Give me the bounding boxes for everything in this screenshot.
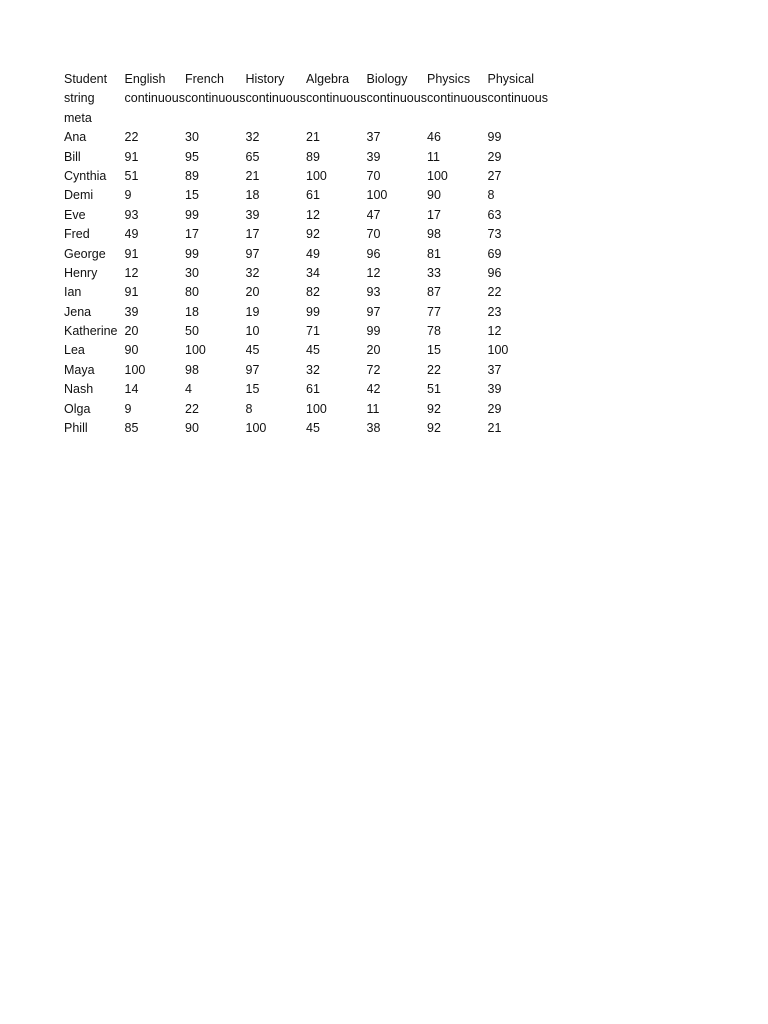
data-rows bbox=[64, 128, 578, 438]
score-cell: 30 bbox=[185, 130, 199, 145]
score-cell: 63 bbox=[487, 207, 502, 222]
score-cell: 70 bbox=[366, 227, 381, 242]
score-cell: 11 bbox=[366, 401, 380, 416]
table-row bbox=[64, 245, 578, 264]
score-cell: 45 bbox=[306, 421, 320, 436]
score-cell: 93 bbox=[124, 207, 139, 222]
header-row bbox=[64, 70, 578, 89]
score-cell: 91 bbox=[124, 149, 139, 164]
score-cell: 90 bbox=[185, 421, 199, 436]
score-cell: 47 bbox=[366, 207, 381, 222]
table-row bbox=[64, 264, 578, 283]
score-cell: 42 bbox=[366, 382, 381, 397]
score-cell: 46 bbox=[427, 130, 441, 145]
score-cell: 49 bbox=[124, 227, 139, 242]
score-cell: 98 bbox=[185, 362, 199, 377]
table-row bbox=[64, 128, 578, 147]
table-row bbox=[64, 283, 578, 302]
score-cell: 78 bbox=[427, 324, 441, 339]
score-cell: 90 bbox=[427, 188, 441, 203]
student-name-cell: Henry bbox=[64, 265, 98, 280]
score-cell: 38 bbox=[366, 421, 381, 436]
score-cell: 12 bbox=[366, 265, 381, 280]
score-cell: 92 bbox=[427, 421, 441, 436]
header-cell: Physical bbox=[487, 72, 535, 86]
score-cell: 61 bbox=[306, 188, 320, 203]
score-cell: 27 bbox=[487, 168, 502, 183]
type-cell: continuous bbox=[487, 91, 548, 106]
table-row bbox=[64, 206, 578, 225]
score-cell: 22 bbox=[185, 401, 199, 416]
student-name-cell: Olga bbox=[64, 401, 91, 416]
type-cell: continuous bbox=[306, 91, 367, 106]
score-cell: 17 bbox=[427, 207, 441, 222]
score-cell: 77 bbox=[427, 304, 441, 319]
score-cell: 9 bbox=[124, 401, 132, 416]
type-cell: continuous bbox=[124, 91, 185, 106]
table-row bbox=[64, 186, 578, 205]
score-cell: 81 bbox=[427, 246, 441, 261]
score-cell: 12 bbox=[306, 207, 320, 222]
score-cell: 33 bbox=[427, 265, 441, 280]
header-cell: History bbox=[245, 72, 285, 86]
score-cell: 21 bbox=[487, 421, 502, 436]
flag-cell bbox=[367, 109, 428, 128]
score-cell: 100 bbox=[366, 188, 388, 203]
score-cell: 95 bbox=[185, 149, 199, 164]
score-cell: 32 bbox=[245, 130, 260, 145]
score-cell: 23 bbox=[487, 304, 502, 319]
score-cell: 15 bbox=[245, 382, 260, 397]
score-cell: 99 bbox=[185, 207, 199, 222]
spreadsheet bbox=[64, 70, 578, 438]
flag-cell bbox=[185, 109, 246, 128]
score-cell: 39 bbox=[245, 207, 260, 222]
score-cell: 100 bbox=[185, 343, 206, 358]
score-cell: 39 bbox=[366, 149, 381, 164]
score-cell: 34 bbox=[306, 265, 320, 280]
score-cell: 37 bbox=[366, 130, 381, 145]
score-cell: 69 bbox=[487, 246, 502, 261]
score-cell: 29 bbox=[487, 401, 502, 416]
flag-cell bbox=[488, 109, 578, 128]
score-cell: 97 bbox=[245, 362, 260, 377]
student-name-cell: Fred bbox=[64, 227, 90, 242]
score-cell: 11 bbox=[427, 149, 440, 164]
score-cell: 22 bbox=[427, 362, 441, 377]
flag-cell bbox=[306, 109, 367, 128]
table-row bbox=[64, 419, 578, 438]
score-cell: 99 bbox=[366, 324, 381, 339]
score-cell: 92 bbox=[306, 227, 320, 242]
score-cell: 65 bbox=[245, 149, 260, 164]
score-cell: 22 bbox=[487, 285, 502, 300]
table-row bbox=[64, 400, 578, 419]
score-cell: 22 bbox=[124, 130, 139, 145]
score-cell: 45 bbox=[245, 343, 260, 358]
score-cell: 12 bbox=[124, 265, 139, 280]
score-cell: 20 bbox=[245, 285, 260, 300]
score-cell: 99 bbox=[185, 246, 199, 261]
score-cell: 96 bbox=[487, 265, 502, 280]
student-name-cell: Phill bbox=[64, 421, 88, 436]
score-cell: 100 bbox=[124, 362, 146, 377]
score-cell: 12 bbox=[487, 324, 502, 339]
score-cell: 17 bbox=[185, 227, 199, 242]
flag-cell: meta bbox=[64, 110, 92, 125]
student-name-cell: Cynthia bbox=[64, 168, 107, 183]
score-cell: 93 bbox=[366, 285, 381, 300]
table-row bbox=[64, 167, 578, 186]
header-cell: Physics bbox=[427, 72, 471, 86]
table-row bbox=[64, 380, 578, 399]
score-cell: 100 bbox=[306, 168, 327, 183]
score-cell: 32 bbox=[306, 362, 320, 377]
student-name-cell: Katherine bbox=[64, 324, 118, 339]
header-cell: Biology bbox=[366, 72, 408, 86]
score-cell: 100 bbox=[245, 421, 267, 436]
student-name-cell: Ana bbox=[64, 130, 87, 145]
score-cell: 49 bbox=[306, 246, 320, 261]
score-cell: 18 bbox=[245, 188, 260, 203]
score-cell: 89 bbox=[306, 149, 320, 164]
type-cell: continuous bbox=[245, 91, 306, 106]
student-name-cell: Eve bbox=[64, 207, 86, 222]
header-cell: Algebra bbox=[306, 72, 350, 86]
type-cell: continuous bbox=[427, 91, 488, 106]
score-cell: 73 bbox=[487, 227, 502, 242]
score-cell: 8 bbox=[487, 188, 495, 203]
student-name-cell: Nash bbox=[64, 382, 94, 397]
score-cell: 80 bbox=[185, 285, 199, 300]
score-cell: 37 bbox=[487, 362, 502, 377]
score-cell: 29 bbox=[487, 149, 502, 164]
score-cell: 30 bbox=[185, 265, 199, 280]
score-cell: 10 bbox=[245, 324, 260, 339]
score-cell: 82 bbox=[306, 285, 320, 300]
flag-cell bbox=[427, 109, 488, 128]
score-cell: 89 bbox=[185, 168, 199, 183]
header-cell: English bbox=[124, 72, 166, 86]
score-cell: 20 bbox=[124, 324, 139, 339]
score-cell: 61 bbox=[306, 382, 320, 397]
table-row bbox=[64, 361, 578, 380]
score-cell: 96 bbox=[366, 246, 381, 261]
score-cell: 97 bbox=[245, 246, 260, 261]
score-cell: 85 bbox=[124, 421, 139, 436]
score-cell: 50 bbox=[185, 324, 199, 339]
table-row bbox=[64, 148, 578, 167]
student-name-cell: Maya bbox=[64, 362, 95, 377]
flag-cell bbox=[125, 109, 186, 128]
score-cell: 39 bbox=[124, 304, 139, 319]
score-cell: 92 bbox=[427, 401, 441, 416]
score-cell: 87 bbox=[427, 285, 441, 300]
score-cell: 14 bbox=[124, 382, 139, 397]
table-row bbox=[64, 341, 578, 360]
score-cell: 91 bbox=[124, 285, 139, 300]
student-name-cell: Ian bbox=[64, 285, 82, 300]
score-cell: 97 bbox=[366, 304, 381, 319]
score-cell: 100 bbox=[427, 168, 448, 183]
score-cell: 51 bbox=[124, 168, 139, 183]
student-name-cell: George bbox=[64, 246, 106, 261]
score-cell: 15 bbox=[185, 188, 199, 203]
score-cell: 99 bbox=[306, 304, 320, 319]
score-cell: 90 bbox=[124, 343, 139, 358]
table-row bbox=[64, 303, 578, 322]
score-cell: 9 bbox=[124, 188, 132, 203]
student-name-cell: Lea bbox=[64, 343, 85, 358]
score-cell: 71 bbox=[306, 324, 320, 339]
score-cell: 91 bbox=[124, 246, 139, 261]
flag-row bbox=[64, 109, 578, 128]
score-cell: 20 bbox=[366, 343, 381, 358]
score-cell: 98 bbox=[427, 227, 441, 242]
score-cell: 19 bbox=[245, 304, 260, 319]
score-cell: 21 bbox=[245, 168, 260, 183]
score-cell: 70 bbox=[366, 168, 381, 183]
flag-cell bbox=[246, 109, 307, 128]
score-cell: 100 bbox=[487, 343, 509, 358]
score-cell: 32 bbox=[245, 265, 260, 280]
score-cell: 51 bbox=[427, 382, 441, 397]
student-name-cell: Demi bbox=[64, 188, 94, 203]
type-cell: string bbox=[64, 91, 95, 106]
score-cell: 17 bbox=[245, 227, 260, 242]
table-row bbox=[64, 225, 578, 244]
score-cell: 99 bbox=[487, 130, 502, 145]
score-cell: 72 bbox=[366, 362, 381, 377]
type-cell: continuous bbox=[185, 91, 246, 106]
student-name-cell: Bill bbox=[64, 149, 81, 164]
table-row bbox=[64, 322, 578, 341]
score-cell: 21 bbox=[306, 130, 320, 145]
type-row bbox=[64, 89, 578, 108]
score-cell: 39 bbox=[487, 382, 502, 397]
score-cell: 18 bbox=[185, 304, 199, 319]
score-cell: 4 bbox=[185, 382, 192, 397]
student-name-cell: Jena bbox=[64, 304, 92, 319]
type-cell: continuous bbox=[366, 91, 427, 106]
score-cell: 100 bbox=[306, 401, 327, 416]
score-cell: 8 bbox=[245, 401, 253, 416]
header-cell: Student bbox=[64, 72, 108, 86]
score-cell: 15 bbox=[427, 343, 441, 358]
score-cell: 45 bbox=[306, 343, 320, 358]
header-cell: French bbox=[185, 72, 224, 86]
